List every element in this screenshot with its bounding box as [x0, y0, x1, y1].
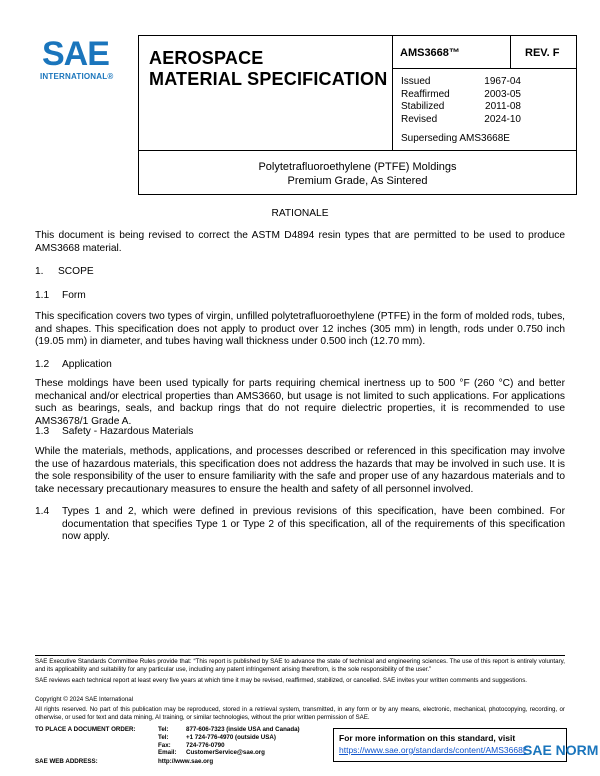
footer-rights-text: All rights reserved. No part of this publication may be reproduced, stored in a retrieval system, transmitted, in any form or by any means, electronic, mechanical, photocopying, recording, or otherwise, or used for text and data mining, AI training, or similar technologies, without the prior written permission of SAE.	[35, 706, 565, 721]
subject-line-2: Premium Grade, As Sintered	[287, 175, 428, 187]
types-text: Types 1 and 2, which were defined in previous revisions of this specification, have been combined. For documentation that specifies Type 1 or Type 2 of this specification, all of the requirements of this specification now apply.	[62, 506, 565, 542]
title-line-1: AEROSPACE	[149, 48, 264, 68]
contact-value: 877-606-7323 (inside USA and Canada)	[186, 726, 300, 733]
watermark: SAE NORM	[523, 742, 599, 758]
title-line-2: MATERIAL SPECIFICATION	[149, 69, 388, 89]
rationale-text: This document is being revised to correct the ASTM D4894 resin types that are permitted to be used to produce AMS3668 material.	[35, 230, 565, 254]
contact-labels	[158, 726, 177, 757]
info-title: For more information on this standard, visit	[339, 733, 516, 743]
logo-subtitle: INTERNATIONAL®	[40, 72, 114, 81]
section-heading-application: Application	[62, 359, 112, 370]
superseding-note: Superseding AMS3668E	[401, 133, 510, 144]
web-label: SAE WEB ADDRESS:	[35, 758, 98, 765]
date-row	[401, 114, 521, 127]
subject-cell	[139, 150, 576, 195]
contact-value: 724-776-0790	[186, 741, 225, 749]
header-title-cell	[139, 36, 393, 150]
section-heading-form: Form	[62, 290, 86, 301]
date-row	[401, 101, 521, 114]
section-number: 1.3	[35, 426, 50, 437]
email-link[interactable]: CustomerService@sae.org	[186, 749, 265, 757]
section-number: 1.	[35, 266, 44, 277]
web-address-link[interactable]: http://www.sae.org	[158, 758, 214, 765]
logo-word: SAE	[42, 35, 109, 73]
document-title	[149, 48, 387, 90]
section-number: 1.2	[35, 359, 50, 370]
document-number-cell	[393, 36, 511, 69]
date-label: Issued	[401, 76, 431, 87]
section-number: 1.1	[35, 290, 50, 301]
footer-rules-text: SAE Executive Standards Committee Rules provide that: “This report is published by SAE to advance the state of technical and engineering sciences. The use of this report is entirely voluntary, and its applicability and suitability for any particular use, including any patent infringement arising therefrom, is the sole responsibility of the user.”	[35, 658, 565, 673]
contact-label: Tel:	[158, 726, 169, 733]
form-text: This specification covers two types of virgin, unfilled polytetrafluoroethylene (PTFE) in the form of molded rods, tubes, and shapes. This specification does not apply to product over 12 inches (305 mm) in length, rods under 0.750 inch (19.05 mm) in diameter, and tubes having wall thickness under 0.500 inch (12.70 mm).	[35, 311, 565, 347]
standard-link[interactable]: https://www.sae.org/standards/content/AMS3668F	[339, 745, 528, 755]
contact-label: Email:	[158, 749, 177, 757]
sae-logo	[38, 34, 122, 84]
footer-copyright: Copyright © 2024 SAE International	[35, 696, 134, 703]
section-number: 1.4	[35, 506, 50, 517]
subject-line-1: Polytetrafluoroethylene (PTFE) Moldings	[258, 161, 457, 173]
date-row	[401, 89, 521, 102]
safety-text: While the materials, methods, applications, and processes described or referenced in this specification may involve the use of hazardous materials, this specification does not address the hazards that may be involved in such use. It is the sole responsibility of the user to ensure familiarity with the safe and proper use of any hazardous materials and to take necessary precautionary measures to ensure the health and safety of all personnel involved.	[35, 446, 565, 495]
date-label: Reaffirmed	[401, 88, 450, 100]
date-value: 2003-05	[484, 88, 521, 100]
contact-label: Tel:	[158, 733, 169, 741]
rationale-heading: RATIONALE	[271, 208, 329, 219]
revision-cell	[511, 36, 576, 69]
footer-review-text: SAE reviews each technical report at least every five years at which time it may be revised, reaffirmed, stabilized, or cancelled. SAE invites your written comments and suggestions.	[35, 677, 528, 684]
revision-label: REV. F	[525, 47, 560, 59]
order-label: TO PLACE A DOCUMENT ORDER:	[35, 726, 136, 733]
date-value: 1967-04	[484, 76, 521, 87]
contact-value: +1 724-776-4970 (outside USA)	[186, 733, 276, 741]
date-value: 2024-10	[484, 113, 521, 125]
document-number: AMS3668™	[400, 47, 460, 59]
footer-divider	[35, 655, 565, 656]
header-box	[138, 35, 577, 195]
date-list	[401, 76, 521, 126]
contact-label: Fax:	[158, 741, 171, 749]
date-row	[401, 76, 521, 89]
section-heading-scope: SCOPE	[58, 266, 94, 277]
contact-values	[186, 726, 300, 757]
section-heading-safety: Safety - Hazardous Materials	[62, 426, 194, 437]
date-label: Revised	[401, 113, 438, 125]
date-value: 2011-08	[485, 101, 521, 112]
date-label: Stabilized	[401, 101, 445, 112]
application-text: These moldings have been used typically for parts requiring chemical inertness up to 500 °F (260 °C) and better mechanical and/or electrical properties than AMS3660, but usage is not limited to such applications. For applications such as bearings, seals, and backup rings that do not require dielectric properties, it is recommended to use AMS3678/1 Grade A.	[35, 378, 565, 427]
